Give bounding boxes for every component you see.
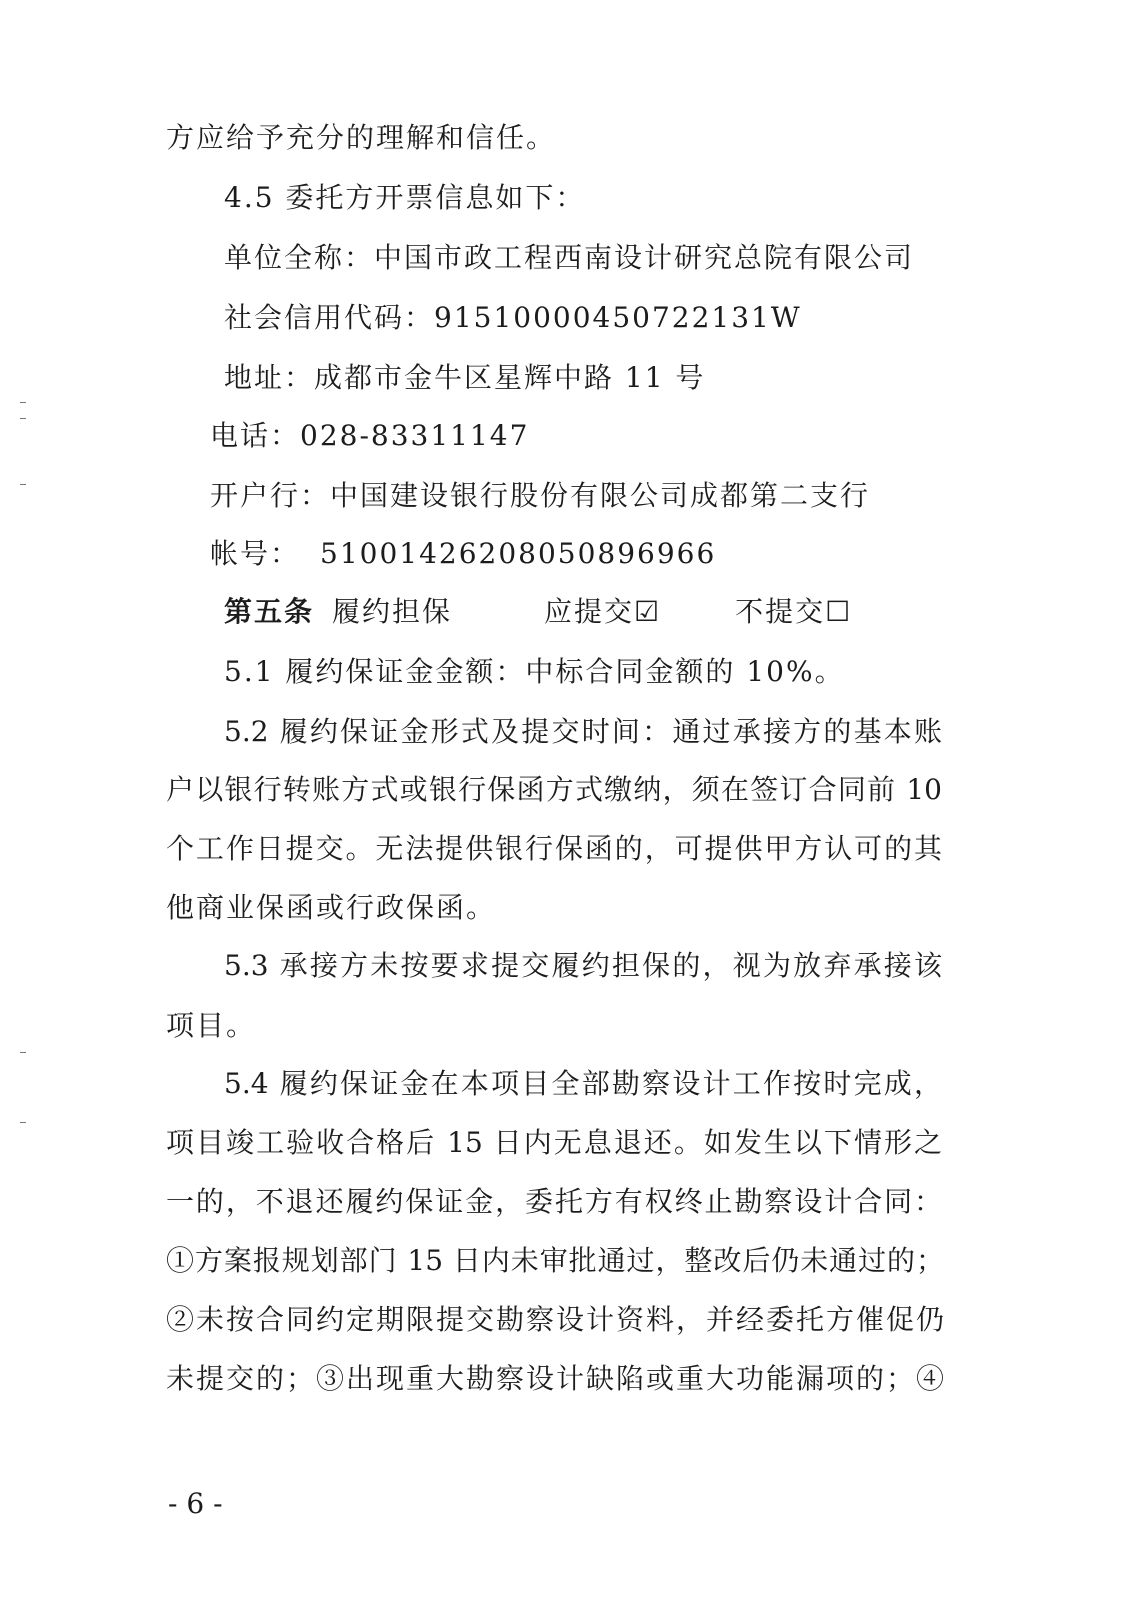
page-number: - 6 - — [168, 1487, 223, 1520]
paragraph-line: 5.1 履约保证金金额：中标合同金额的 10%。 — [224, 655, 845, 688]
invoice-account — [210, 534, 716, 574]
scan-mark — [20, 418, 26, 419]
invoice-bank: 开户行：中国建设银行股份有限公司成都第二支行 — [210, 479, 871, 512]
paragraph-line: 项目。 — [166, 1009, 257, 1042]
paragraph-line: 户以银行转账方式或银行保函方式缴纳，须在签订合同前 10 — [166, 773, 942, 806]
scan-mark — [20, 402, 26, 403]
paragraph-line: 5.3 承接方未按要求提交履约担保的，视为放弃承接该 — [224, 949, 942, 982]
option-no-submit-unchecked: 不提交☐ — [735, 595, 853, 628]
paragraph-line: 一的，不退还履约保证金，委托方有权终止勘察设计合同： — [166, 1185, 942, 1218]
article-5-heading: 第五条 — [224, 595, 315, 628]
paragraph-line: 他商业保函或行政保函。 — [166, 891, 497, 924]
invoice-address: 地址：成都市金牛区星辉中路 11 号 — [224, 361, 706, 394]
paragraph-line: 个工作日提交。无法提供银行保函的，可提供甲方认可的其 — [166, 832, 942, 865]
paragraph-line: 5.2 履约保证金形式及提交时间：通过承接方的基本账 — [224, 715, 942, 748]
option-submit-checked: 应提交☑ — [544, 595, 662, 628]
paragraph-line: 未提交的；③出现重大勘察设计缺陷或重大功能漏项的；④ — [166, 1362, 944, 1395]
paragraph-line: 项目竣工验收合格后 15 日内无息退还。如发生以下情形之 — [166, 1126, 942, 1159]
scan-mark — [20, 484, 26, 485]
invoice-credit-code: 社会信用代码：91510000450722131W — [224, 301, 802, 334]
paragraph-line: ②未按合同约定期限提交勘察设计资料，并经委托方催促仍 — [166, 1303, 944, 1336]
paragraph-line: ①方案报规划部门 15 日内未审批通过，整改后仍未通过的； — [166, 1244, 944, 1277]
paragraph-line: 5.4 履约保证金在本项目全部勘察设计工作按时完成， — [224, 1067, 942, 1100]
article-5-title: 履约担保 — [332, 595, 453, 628]
scan-mark — [20, 1122, 26, 1123]
account-label: 帐号： — [210, 537, 301, 570]
scan-mark — [20, 1052, 26, 1053]
paragraph-line: 4.5 委托方开票信息如下： — [224, 181, 586, 214]
invoice-phone: 电话：028-83311147 — [210, 419, 530, 452]
article-5-heading-row — [224, 592, 852, 632]
paragraph-line: 方应给予充分的理解和信任。 — [166, 121, 557, 154]
invoice-company-name: 单位全称：中国市政工程西南设计研究总院有限公司 — [224, 241, 915, 274]
account-number: 51001426208050896966 — [320, 537, 717, 570]
